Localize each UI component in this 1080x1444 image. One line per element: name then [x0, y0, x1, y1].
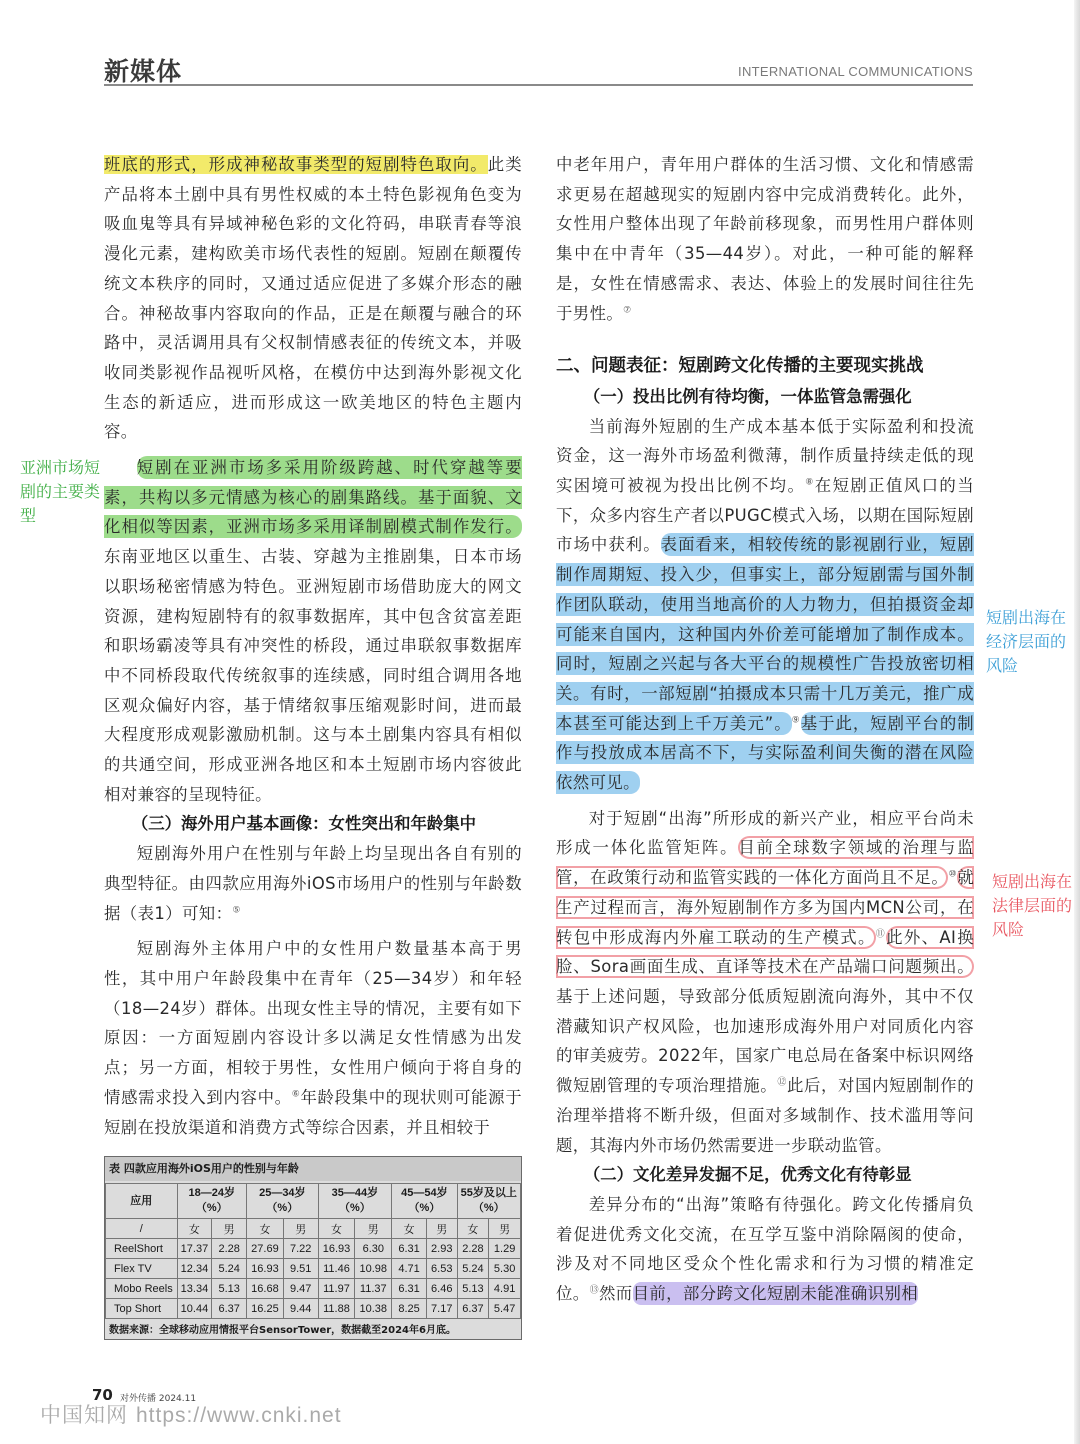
left-paragraph-4: 短剧海外主体用户中的女性用户数量基本高于男性，其中用户年龄段集中在青年（25—34岁）和年轻（18—24岁）群体。出现女性主导的情况，主要有如下原因：一方面短剧内容设计多以满足女性情感为出发点；另一方面，相较于男性，女性用户倾向于将自身的情感需求投入到内容中。⑥年龄段集中的现状则可能源于短剧在投放渠道和消费方式等综合因素，并且相较于: [104, 939, 523, 1137]
table-row: Mobo Reels 13.34 5.13 16.68 9.47 11.97 11.37 6.31 6.46 5.13 4.91: [106, 1279, 521, 1299]
subsection-heading-1: （一）投出比例有待均衡，一体监管急需强化: [583, 386, 912, 406]
data-table: [104, 1156, 522, 1340]
footnote-9: ⑨: [791, 715, 801, 726]
table-row: ReelShort 17.37 2.28 27.69 7.22 16.93 6.30 6.31 2.93 2.28 1.29: [106, 1239, 521, 1259]
margin-note-legal-risk: 短剧出海在法律层面的风险: [992, 872, 1073, 939]
left-paragraph-2: 短剧在亚洲市场多采用阶级跨越、时代穿越等要素，共构以多元情感为核心的剧集路线。基于面貌、文化相似等因素，亚洲市场多采用译制剧模式制作发行。东南亚地区以重生、古装、穿越为主推剧集，日本市场以职场秘密情感为特色。亚洲短剧市场借助庞大的网文资源，建构短剧特有的叙事数据库，其中包含贫富差距和职场霸凌等具有冲突性的桥段，通过串联叙事数据库中不同桥段取代传统叙事的连续感，同时组合调用各地区观众偏好内容，基于情绪叙事压缩观影时间，进而最大程度形成观影激励机制。这与本土剧集内容具有相似的共通空间，形成亚洲各地区和本土短剧市场内容彼此相对兼容的呈现特征。: [104, 458, 522, 804]
journal-issue: 对外传播 2024.11: [120, 1394, 197, 1404]
footnote-11: ⑪: [875, 929, 887, 940]
right-paragraph-3: 对于短剧“出海”所形成的新兴产业，相应平台尚未形成一体化监管矩阵。目前全球数字领域的治理与监管，在政策行动和监管实践的一体化方面尚且不足。⑩就生产过程而言，海外短剧制作方多为国内MCN公司，在转包中形成海内外雇工联动的生产模式。⑪此外、AI换脸、Sora画面生成、直译等技术在产品端口问题频出。基于上述问题，导致部分低质短剧流向海外，其中不仅潜藏知识产权风险，也加速形成海外用户对同质化内容的审美疲劳。2022年，国家广电总局在备案中标识网络微短剧管理的专项治理措施。⑫此后，对国内短剧制作的治理举措将不断升级，但面对多域制作、技术滥用等问题，其海内外市场仍然需要进一步联动监管。: [556, 808, 975, 1155]
highlight-yellow: 班底的形式，形成神秘故事类型的短剧特色取向。: [104, 155, 488, 174]
table-header-age: 35—44岁 （%）: [318, 1184, 392, 1219]
section-heading-3: （三）海外用户基本画像：女性突出和年龄集中: [131, 814, 477, 834]
header-rule: [104, 84, 973, 86]
table-row: Flex TV 12.34 5.24 16.93 9.51 11.46 10.98 4.71 6.53 5.24 5.30: [106, 1259, 521, 1279]
table-header-age: 45—54岁 （%）: [392, 1184, 457, 1219]
right-paragraph-2: 当前海外短剧的生产成本基本低于实际盈利和投流资金，这一海外市场盈利微薄，制作质量持续走低的现实困境可被视为投出比例不均。⑧在短剧正值风口的当下，众多内容生产者以PUGC模式入场，以期在国际短剧市场中获利。表面看来，相较传统的影视剧行业，短剧制作周期短、投入少，但事实上，部分短剧需与国外制作团队联动，使用当地高价的人力物力，但拍摄资金却可能来自国内，这种国内外价差可能增加了制作成本。同时，短剧之兴起与各大平台的规模性广告投放密切相关。有时，一部短剧“拍摄成本只需十几万美元，推广成本甚至可能达到上千万美元”。⑨基于此，短剧平台的制作与投放成本居高不下，与实际盈利间失衡的潜在风险依然可见。: [556, 416, 975, 793]
highlight-pink: 此外、AI换脸、Sora画面生成、直译等技术在产品端口问题频出。: [556, 927, 974, 977]
right-column: [556, 150, 974, 1309]
highlight-blue: 基于此，短剧平台的制作与投放成本居高不下，与实际盈利间失衡的潜在风险依然可见。: [556, 713, 975, 793]
margin-note-asia-market: 亚洲市场短剧的主要类型: [20, 458, 101, 525]
section-title-en: INTERNATIONAL COMMUNICATIONS: [738, 64, 973, 79]
table-header-app: 应用: [106, 1184, 178, 1219]
footnote-12: ⑫: [777, 1077, 787, 1088]
table-header-age: 25—34岁 （%）: [247, 1184, 319, 1219]
table-source-note: 数据来源：全球移动应用情报平台SensorTower，数据截至2024年6月底。: [109, 1325, 456, 1336]
table-gender-row: / 女 男 女 男 女 男 女 男 女 男: [106, 1219, 521, 1239]
section-heading-2: 二、问题表征：短剧跨文化传播的主要现实挑战: [556, 356, 924, 377]
right-paragraph-4: 差异分布的“出海”策略有待强化。跨文化传播肩负着促进优秀文化交流，在互学互鉴中消除隔阂的使命，涉及对不同地区受众个性化需求和行为习惯的精准定位。⑬然而目前，部分跨文化短剧未能准确识别相: [556, 1194, 974, 1304]
right-paragraph-1: 中老年用户，青年用户群体的生活习惯、文化和情感需求更易在超越现实的短剧内容中完成消费转化。此外，女性用户整体出现了年龄前移现象，而男性用户群体则集中在中青年（35—44岁）。对此，一种可能的解释是，女性在情感需求、表达、体验上的发展时间往往先于男性。⑦: [556, 155, 974, 323]
footnote-5: ⑤: [232, 905, 241, 916]
highlight-pink: 就生产过程而言，海外短剧制作方多为国内MCN公司，在转包中形成海内外雇工联动的生产模式。: [556, 868, 975, 947]
subsection-heading-2: （二）文化差异发掘不足，优秀文化有待彰显: [583, 1165, 912, 1185]
page-edge-shadow: [1074, 0, 1080, 1444]
highlight-blue: 表面看来，相较传统的影视剧行业，短剧制作周期短、投入少，但事实上，部分短剧需与国外制作团队联动，使用当地高价的人力物力，但拍摄资金却可能来自国内，这种国内外价差可能增加了制作成本。同时，短剧之兴起与各大平台的规模性广告投放密切相关。有时，一部短剧“拍摄成本只需十几万美元，推广成本甚至可能达到上千万美元”。: [556, 535, 975, 733]
footnote-10: ⑩: [948, 869, 958, 880]
table-row: Top Short 10.44 6.37 16.25 9.44 11.88 10.38 8.25 7.17 6.37 5.47: [106, 1299, 521, 1319]
footnote-6: ⑥: [291, 1089, 301, 1100]
margin-note-economic-risk: 短剧出海在经济层面的风险: [986, 608, 1067, 675]
footnote-8: ⑧: [805, 477, 815, 488]
highlight-green: 短剧在亚洲市场多采用阶级跨越、时代穿越等要素，共构以多元情感为核心的剧集路线。基于面貌、文化相似等因素，亚洲市场多采用译制剧模式制作发行。: [104, 458, 522, 537]
footnote-7: ⑦: [623, 305, 632, 316]
left-paragraph-3: 短剧海外用户在性别与年龄上均呈现出各自有别的典型特征。由四款应用海外iOS市场用户的性别与年龄数据（表1）可知：⑤: [104, 844, 522, 923]
table-caption: 表 四款应用海外iOS用户的性别与年龄: [105, 1157, 521, 1181]
highlight-pink: 目前全球数字领域的治理与监管，在政策行动和监管实践的一体化方面尚且不足。: [556, 838, 975, 888]
left-column: [104, 150, 522, 1142]
cnki-watermark: 中国知网 https://www.cnki.net: [40, 1403, 342, 1427]
footnote-13: ⑬: [589, 1285, 599, 1296]
table-header-row: [106, 1184, 521, 1219]
highlight-purple: 目前，部分跨文化短剧未能准确识别相: [632, 1284, 919, 1304]
table-header-age: 55岁及以上 （%）: [457, 1184, 520, 1219]
page-number: 70: [92, 1386, 113, 1404]
table-header-age: 18—24岁 （%）: [177, 1184, 247, 1219]
left-paragraph-1: 班底的形式，形成神秘故事类型的短剧特色取向。此类产品将本土剧中具有男性权威的本土特色影视角色变为吸血鬼等具有异域神秘色彩的文化符码，串联青春等浪漫化元素，建构欧美市场代表性的短剧。短剧在颠覆传统文本秩序的同时，又通过适应促进了多媒介形态的融合。神秘故事内容取向的作品，正是在颠覆与融合的环路中，灵活调用具有父权制情感表征的传统文本，并吸收同类影视作品视听风格，在模仿中达到海外影视文化生态的新适应，进而形成这一欧美地区的特色主题内容。: [104, 155, 522, 442]
masthead: 新媒体: [104, 57, 183, 86]
